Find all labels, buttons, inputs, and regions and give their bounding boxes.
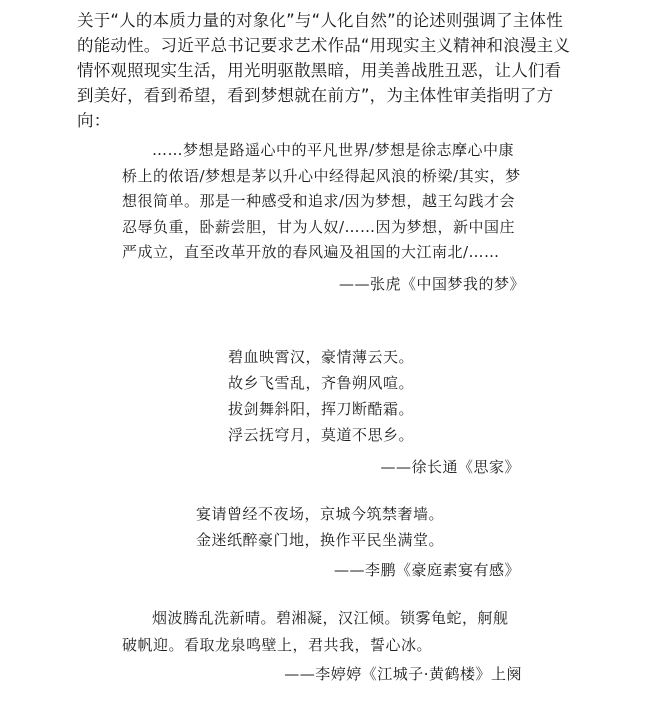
poem-text: 烟波腾乱洗新晴。碧湘凝，汉江倾。锁雾龟蛇，舸舰破帆迎。看取龙泉鸣壁上，君共我，誓心冰。 <box>122 609 509 654</box>
poem-line: 碧血映霄汉，豪情薄云天。 <box>228 348 415 366</box>
poem-attribution: ——徐长通《思家》 <box>380 458 520 476</box>
poem-haotingsuyan <box>196 501 520 583</box>
intro-paragraph: 关于“人的本质力量的对象化”与“人化自然”的论述则强调了主体性的能动性。习近平总书记要求艺术作品“用现实主义精神和浪漫主义情怀观照现实生活，用光明驱散黑暗，用美善战胜丑恶，让人们看到美好，看到希望，看到梦想就在前方”，为主体性审美指明了方向： <box>77 11 571 130</box>
poem-attribution: ——李鹏《豪庭素宴有感》 <box>333 561 520 579</box>
poem-line: 故乡飞雪乱，齐鲁朔风喧。 <box>228 374 415 392</box>
quote-zhanghu <box>122 138 527 297</box>
quote-text: ……梦想是路遥心中的平凡世界/梦想是徐志摩心中康桥上的侬语/梦想是茅以升心中经得起风浪的桥梁/其实，梦想很简单。那是一种感受和追求/因为梦想，越王勾践才会忍辱负重，卧薪尝胆，甘为人奴/……因为梦想，新中国庄严成立，直至改革开放的春风遍及祖国的大江南北/…… <box>122 141 521 261</box>
poem-attribution: ——李婷婷《江城子·黄鹤楼》上阕 <box>284 665 522 683</box>
poem-jiangchengzi <box>122 605 522 688</box>
poem-sijia <box>228 344 520 480</box>
poem-line: 宴请曾经不夜场，京城今筑禁奢墙。 <box>196 505 445 523</box>
intro-paragraph-block <box>77 8 577 133</box>
poem-line: 浮云抚穹月，莫道不思乡。 <box>228 426 415 444</box>
quote-attribution: ——张虎《中国梦我的梦》 <box>338 274 525 293</box>
poem-line: 金迷纸醉豪门地，换作平民坐满堂。 <box>196 531 445 549</box>
poem-line: 拔剑舞斜阳，挥刀断酷霜。 <box>228 400 415 418</box>
